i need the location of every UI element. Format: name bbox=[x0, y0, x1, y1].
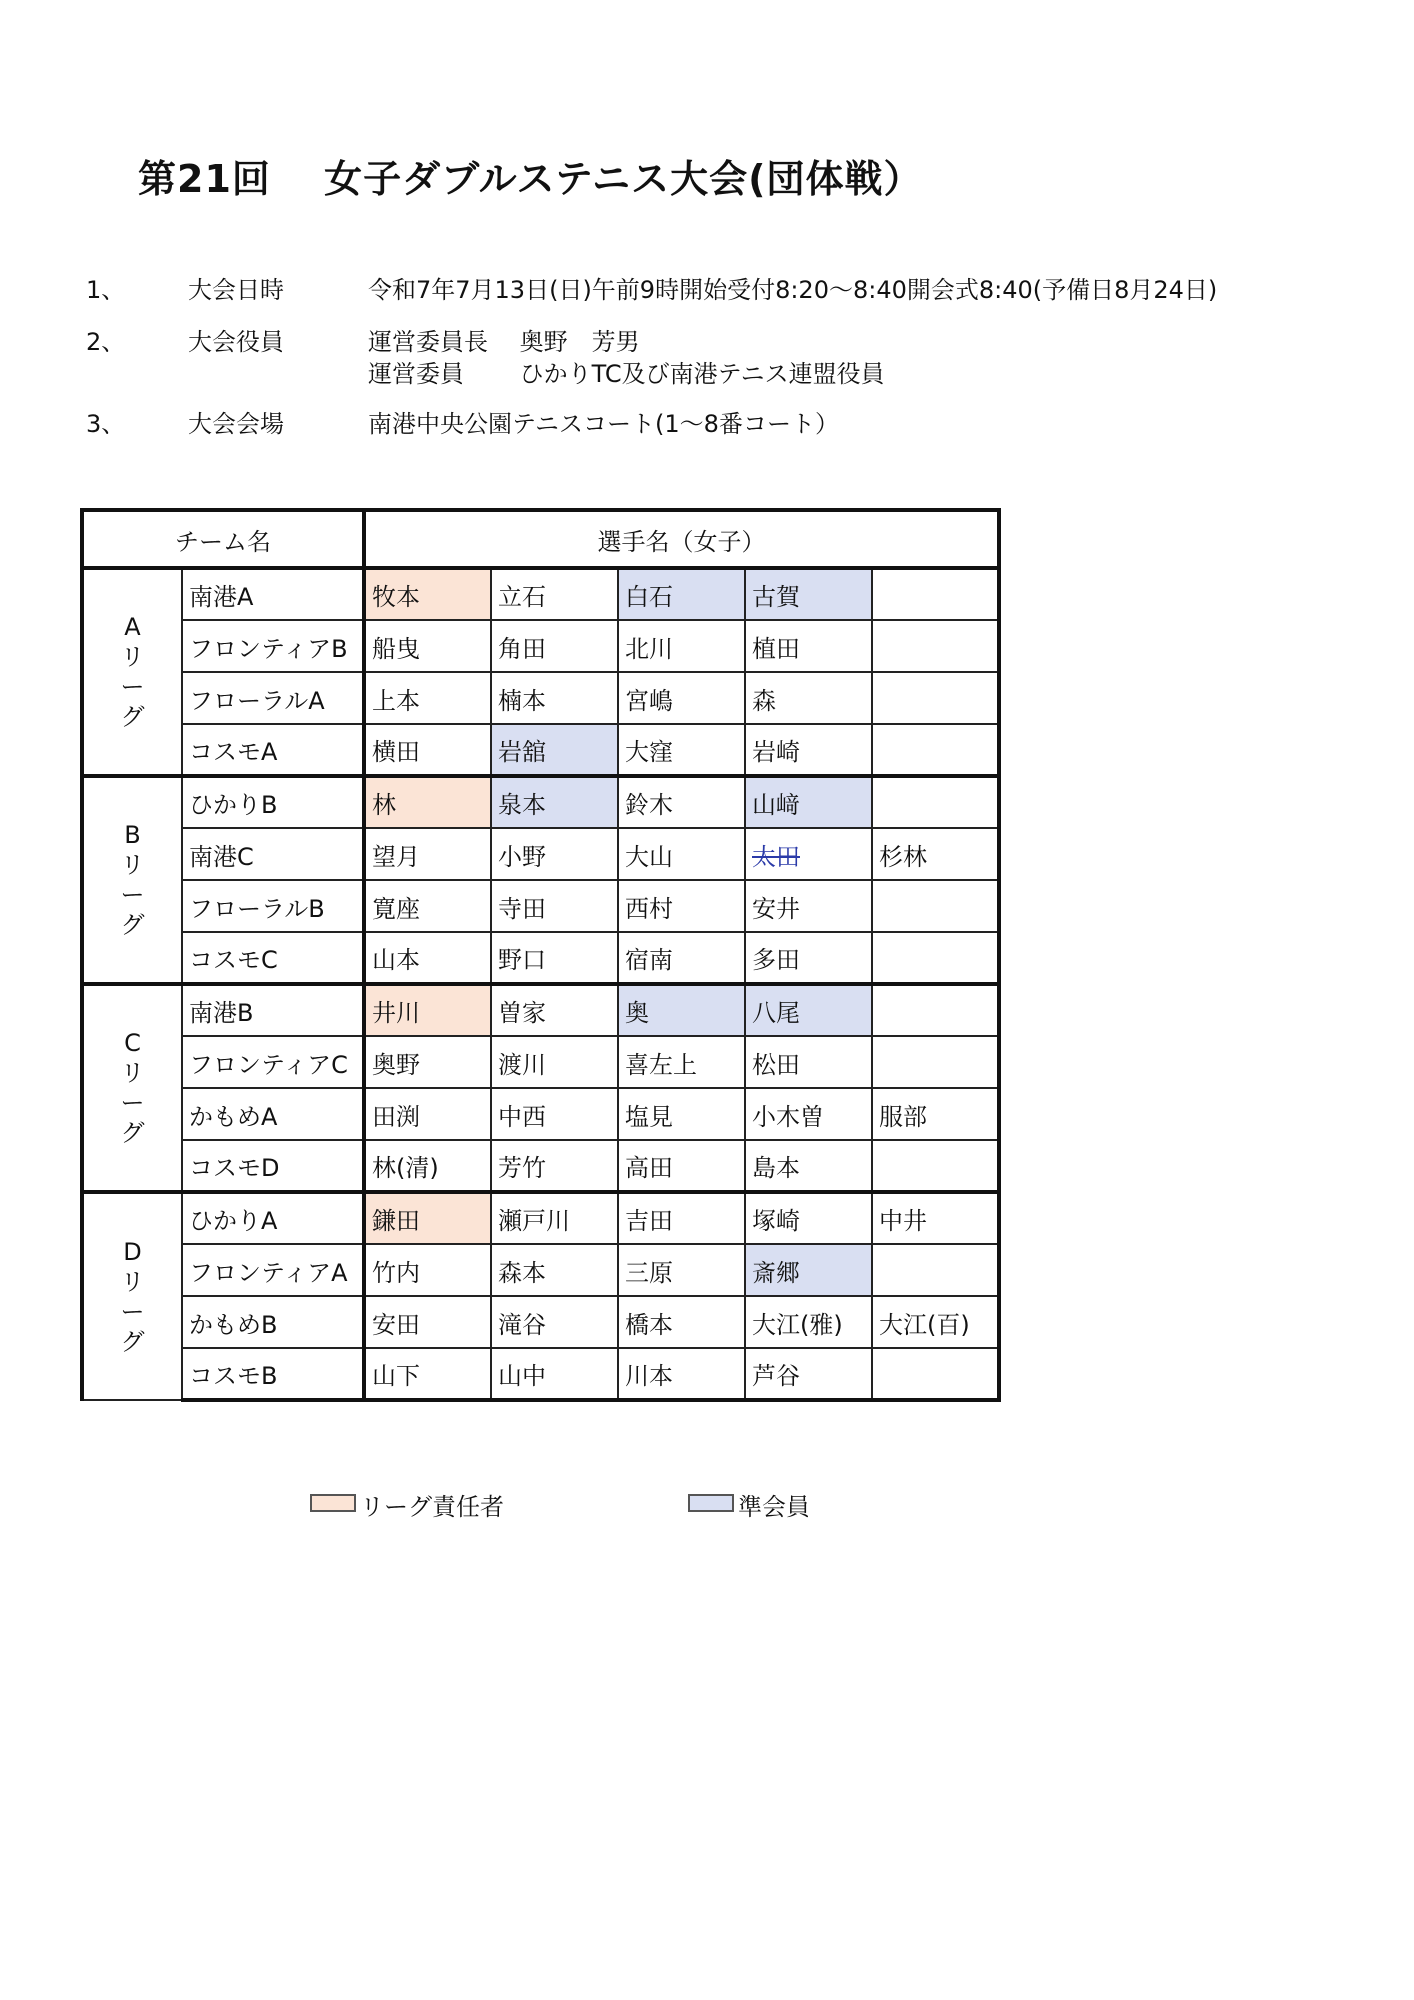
team-name: ひかりB bbox=[182, 776, 364, 828]
table-row bbox=[82, 880, 999, 932]
player-cell: 瀬戸川 bbox=[491, 1192, 618, 1244]
player-cell: 竹内 bbox=[364, 1244, 491, 1296]
player-cell: 松田 bbox=[745, 1036, 872, 1088]
league-label-text bbox=[118, 820, 148, 940]
table-row bbox=[82, 568, 999, 620]
table-row bbox=[82, 1036, 999, 1088]
player-cell: 芦谷 bbox=[745, 1348, 872, 1400]
league-label-char: D bbox=[123, 1237, 142, 1266]
league-label-char: ー bbox=[120, 1297, 145, 1326]
player-cell bbox=[872, 984, 999, 1036]
player-cell: 角田 bbox=[491, 620, 618, 672]
team-name: コスモC bbox=[182, 932, 364, 984]
player-cell: 大窪 bbox=[618, 724, 745, 776]
league-label-text bbox=[118, 1237, 148, 1357]
legend-assoc-swatch bbox=[688, 1494, 734, 1512]
player-cell: 奥 bbox=[618, 984, 745, 1036]
player-cell: 芳竹 bbox=[491, 1140, 618, 1192]
player-cell: 寛座 bbox=[364, 880, 491, 932]
player-cell: 牧本 bbox=[364, 568, 491, 620]
player-cell: 林 bbox=[364, 776, 491, 828]
table-row bbox=[82, 1140, 999, 1192]
header-team-name: チーム名 bbox=[82, 510, 364, 568]
player-cell: 島本 bbox=[745, 1140, 872, 1192]
player-cell bbox=[872, 776, 999, 828]
team-name: コスモB bbox=[182, 1348, 364, 1400]
team-name: フローラルB bbox=[182, 880, 364, 932]
info-value-officials-members: 運営委員 ひかりTC及び南港テニス連盟役員 bbox=[368, 360, 885, 388]
league-label-char: A bbox=[124, 613, 141, 641]
team-name: コスモA bbox=[182, 724, 364, 776]
player-cell bbox=[872, 1140, 999, 1192]
player-cell bbox=[872, 568, 999, 620]
player-name-struck: 太田 bbox=[752, 842, 800, 871]
player-cell: 塚崎 bbox=[745, 1192, 872, 1244]
roster-table bbox=[80, 508, 1001, 1402]
player-cell: 野口 bbox=[491, 932, 618, 984]
info-label-venue: 大会会場 bbox=[188, 410, 284, 438]
player-cell: 小木曽 bbox=[745, 1088, 872, 1140]
player-cell: 古賀 bbox=[745, 568, 872, 620]
player-cell: 八尾 bbox=[745, 984, 872, 1036]
player-cell: 井川 bbox=[364, 984, 491, 1036]
league-label-char: リ bbox=[120, 1059, 145, 1087]
info-value-date: 令和7年7月13日(日)午前9時開始受付8:20～8:40開会式8:40(予備日8月24日) bbox=[368, 276, 1218, 304]
team-name: フローラルA bbox=[182, 672, 364, 724]
player-cell: 小野 bbox=[491, 828, 618, 880]
legend-leader-swatch bbox=[310, 1494, 356, 1512]
player-cell: 曽家 bbox=[491, 984, 618, 1036]
info-value-venue: 南港中央公園テニスコート(1～8番コート） bbox=[368, 410, 839, 438]
player-cell: 山中 bbox=[491, 1348, 618, 1400]
player-cell: 林(清) bbox=[364, 1140, 491, 1192]
player-cell: 植田 bbox=[745, 620, 872, 672]
table-row bbox=[82, 828, 999, 880]
player-cell: 宮嶋 bbox=[618, 672, 745, 724]
player-cell: 森本 bbox=[491, 1244, 618, 1296]
player-cell: 岩舘 bbox=[491, 724, 618, 776]
table-row bbox=[82, 1088, 999, 1140]
league-label bbox=[82, 568, 182, 776]
team-name: 南港C bbox=[182, 828, 364, 880]
league-label bbox=[82, 984, 182, 1192]
player-cell: 塩見 bbox=[618, 1088, 745, 1140]
league-label-char: ー bbox=[120, 1089, 145, 1117]
player-cell: 滝谷 bbox=[491, 1296, 618, 1348]
player-cell: 安田 bbox=[364, 1296, 491, 1348]
legend-leader-label: リーグ責任者 bbox=[360, 1493, 504, 1521]
table-row bbox=[82, 1296, 999, 1348]
player-cell: 山﨑 bbox=[745, 776, 872, 828]
league-label-char: グ bbox=[120, 1119, 145, 1147]
team-name: フロンティアC bbox=[182, 1036, 364, 1088]
player-cell bbox=[872, 620, 999, 672]
league-label-char: リ bbox=[120, 851, 145, 879]
table-row bbox=[82, 1192, 999, 1244]
league-label-char: B bbox=[124, 821, 141, 849]
player-cell: 中井 bbox=[872, 1192, 999, 1244]
player-cell: 望月 bbox=[364, 828, 491, 880]
player-cell bbox=[872, 880, 999, 932]
info-num-1: 1、 bbox=[86, 276, 126, 304]
player-cell: 山本 bbox=[364, 932, 491, 984]
player-cell bbox=[872, 724, 999, 776]
player-cell: 白石 bbox=[618, 568, 745, 620]
player-cell: 寺田 bbox=[491, 880, 618, 932]
player-cell: 山下 bbox=[364, 1348, 491, 1400]
team-name: かもめA bbox=[182, 1088, 364, 1140]
legend-assoc-label: 準会員 bbox=[738, 1493, 810, 1521]
league-label bbox=[82, 1192, 182, 1400]
team-name: ひかりA bbox=[182, 1192, 364, 1244]
player-cell bbox=[872, 1036, 999, 1088]
league-label-char: リ bbox=[120, 643, 145, 671]
team-name: フロンティアA bbox=[182, 1244, 364, 1296]
info-label-officials: 大会役員 bbox=[188, 328, 284, 356]
player-cell bbox=[872, 1348, 999, 1400]
player-cell: 杉林 bbox=[872, 828, 999, 880]
table-header-row bbox=[82, 510, 999, 568]
player-cell: 宿南 bbox=[618, 932, 745, 984]
player-cell: 喜左上 bbox=[618, 1036, 745, 1088]
info-label-date: 大会日時 bbox=[188, 276, 284, 304]
table-row bbox=[82, 776, 999, 828]
table-row bbox=[82, 672, 999, 724]
player-cell bbox=[745, 828, 872, 880]
team-name: かもめB bbox=[182, 1296, 364, 1348]
table-row bbox=[82, 932, 999, 984]
player-cell: 服部 bbox=[872, 1088, 999, 1140]
team-name: コスモD bbox=[182, 1140, 364, 1192]
player-cell: 岩崎 bbox=[745, 724, 872, 776]
player-cell: 森 bbox=[745, 672, 872, 724]
player-cell: 奥野 bbox=[364, 1036, 491, 1088]
player-cell: 多田 bbox=[745, 932, 872, 984]
player-cell bbox=[872, 1244, 999, 1296]
league-label-char: グ bbox=[120, 1327, 145, 1356]
player-cell: 田渕 bbox=[364, 1088, 491, 1140]
player-cell: 川本 bbox=[618, 1348, 745, 1400]
info-value-officials-chair: 運営委員長 奥野 芳男 bbox=[368, 328, 640, 356]
league-label-char: ー bbox=[120, 881, 145, 909]
league-label-text bbox=[118, 612, 148, 732]
player-cell: 横田 bbox=[364, 724, 491, 776]
league-label-char: グ bbox=[120, 703, 145, 731]
team-name: 南港A bbox=[182, 568, 364, 620]
player-cell: 安井 bbox=[745, 880, 872, 932]
player-cell: 泉本 bbox=[491, 776, 618, 828]
player-cell: 橋本 bbox=[618, 1296, 745, 1348]
player-cell: 大江(百) bbox=[872, 1296, 999, 1348]
player-cell: 北川 bbox=[618, 620, 745, 672]
player-cell bbox=[872, 932, 999, 984]
player-cell: 斎郷 bbox=[745, 1244, 872, 1296]
league-label-char: ー bbox=[120, 673, 145, 701]
league-label-char: グ bbox=[120, 911, 145, 939]
player-cell: 上本 bbox=[364, 672, 491, 724]
player-cell: 楠本 bbox=[491, 672, 618, 724]
league-label-char: リ bbox=[120, 1267, 145, 1296]
player-cell: 三原 bbox=[618, 1244, 745, 1296]
team-name: 南港B bbox=[182, 984, 364, 1036]
header-player-names: 選手名（女子） bbox=[364, 510, 999, 568]
player-cell: 鎌田 bbox=[364, 1192, 491, 1244]
table-row bbox=[82, 1244, 999, 1296]
info-num-3: 3、 bbox=[86, 410, 126, 438]
player-cell: 船曳 bbox=[364, 620, 491, 672]
player-cell: 高田 bbox=[618, 1140, 745, 1192]
player-cell: 鈴木 bbox=[618, 776, 745, 828]
table-row bbox=[82, 1348, 999, 1400]
team-name: フロンティアB bbox=[182, 620, 364, 672]
table-row bbox=[82, 620, 999, 672]
league-label-char: C bbox=[124, 1029, 141, 1057]
info-num-2: 2、 bbox=[86, 328, 126, 356]
page-title: 第21回 女子ダブルステニス大会(団体戦） bbox=[138, 157, 923, 201]
player-cell: 中西 bbox=[491, 1088, 618, 1140]
player-cell: 吉田 bbox=[618, 1192, 745, 1244]
player-cell bbox=[872, 672, 999, 724]
table-row bbox=[82, 724, 999, 776]
player-cell: 大山 bbox=[618, 828, 745, 880]
table-row bbox=[82, 984, 999, 1036]
league-label-text bbox=[118, 1028, 148, 1148]
player-cell: 渡川 bbox=[491, 1036, 618, 1088]
league-label bbox=[82, 776, 182, 984]
player-cell: 西村 bbox=[618, 880, 745, 932]
player-cell: 立石 bbox=[491, 568, 618, 620]
player-cell: 大江(雅) bbox=[745, 1296, 872, 1348]
